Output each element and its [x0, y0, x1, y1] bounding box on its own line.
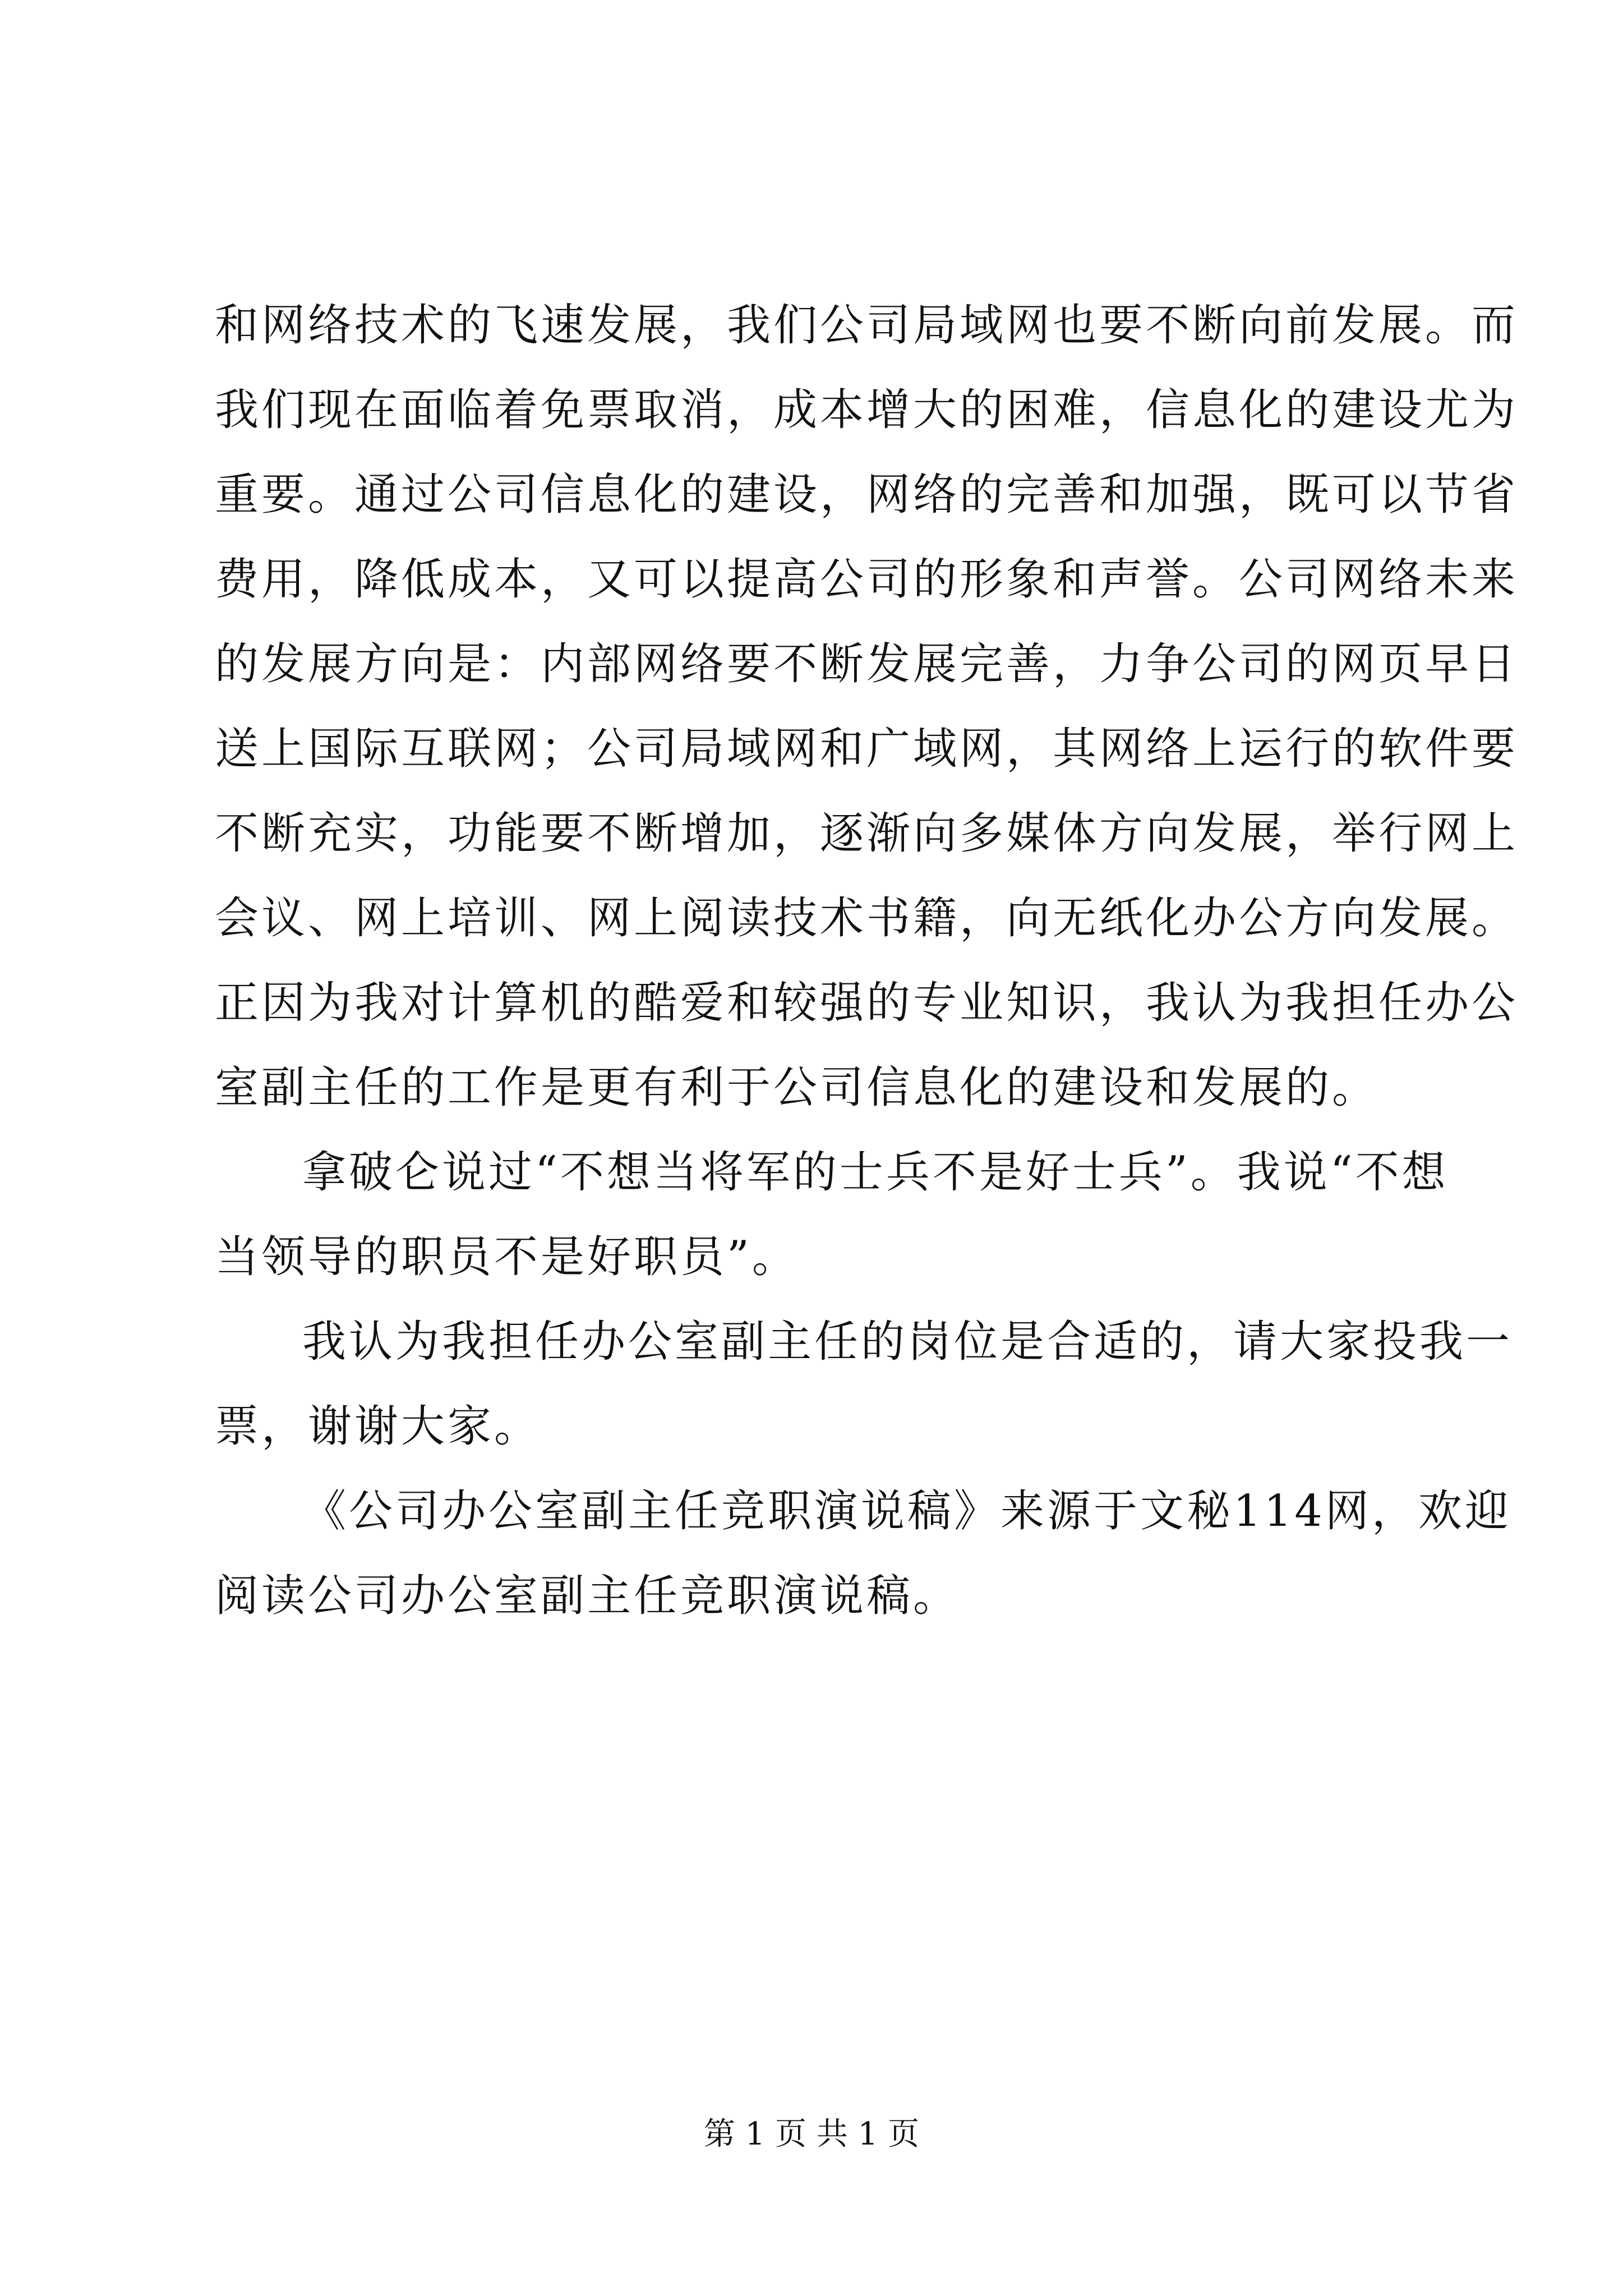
text-line: 阅读公司办公室副主任竞职演说稿。: [215, 1571, 960, 1621]
page-number-footer: 第 1 页 共 1 页: [703, 2116, 920, 2152]
text-line: 我们现在面临着免票取消，成本增大的困难，信息化的建设尤为: [215, 385, 1519, 435]
text-line: 重要。通过公司信息化的建设，网络的完善和加强，既可以节省: [215, 470, 1519, 520]
paragraph-start-line: 我认为我担任办公室副主任的岗位是合适的，请大家投我一: [302, 1317, 1513, 1367]
paragraph-start-line: 《公司办公室副主任竞职演说稿》来源于文秘114网，欢迎: [302, 1486, 1511, 1536]
paragraph-start-line: 拿破仑说过“不想当将军的士兵不是好士兵”。我说“不想: [302, 1147, 1449, 1198]
text-line: 当领导的职员不是好职员”。: [215, 1232, 799, 1282]
text-line: 正因为我对计算机的酷爱和较强的专业知识，我认为我担任办公: [215, 978, 1519, 1028]
text-line: 和网络技术的飞速发展，我们公司局域网也要不断向前发展。而: [215, 300, 1519, 351]
text-line: 送上国际互联网；公司局域网和广域网，其网络上运行的软件要: [215, 724, 1519, 774]
text-line: 票，谢谢大家。: [215, 1401, 541, 1452]
text-line: 的发展方向是：内部网络要不断发展完善，力争公司的网页早日: [215, 639, 1519, 689]
text-line: 不断充实，功能要不断增加，逐渐向多媒体方向发展，举行网上: [215, 808, 1519, 859]
text-line: 会议、网上培训、网上阅读技术书籍，向无纸化办公方向发展。: [215, 893, 1519, 944]
text-line: 费用，降低成本，又可以提高公司的形象和声誉。公司网络未来: [215, 554, 1519, 605]
body-text: [215, 283, 1519, 1639]
text-line: 室副主任的工作是更有利于公司信息化的建设和发展的。: [215, 1062, 1379, 1113]
